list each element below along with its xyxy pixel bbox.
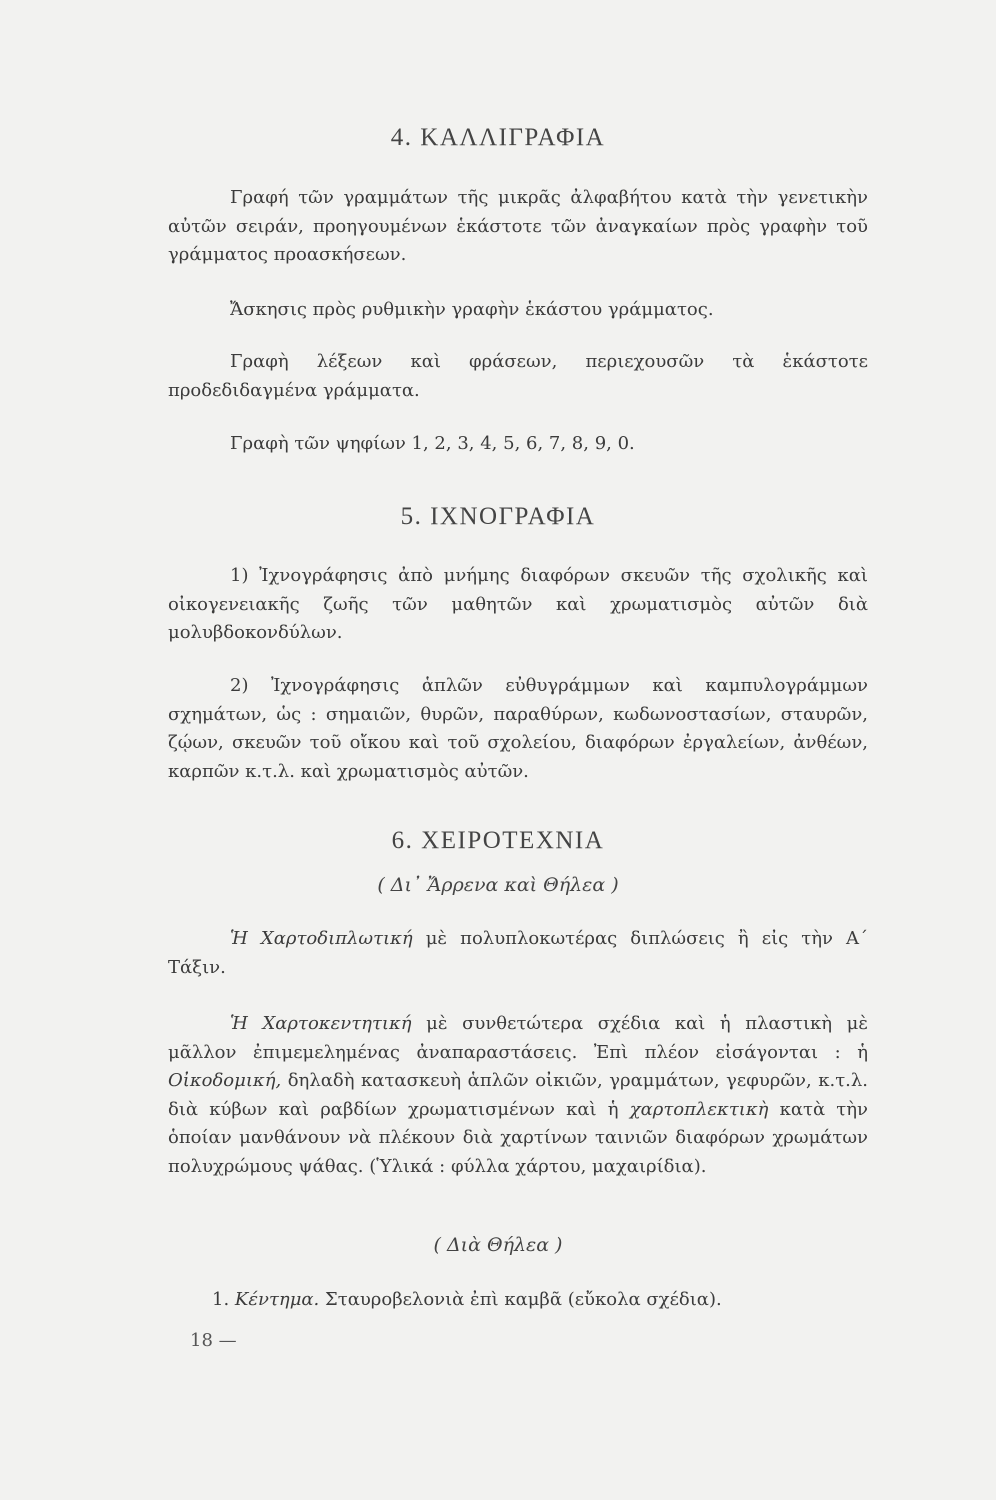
section-5-paragraph-2: 2) Ἰχνογράφησις ἁπλῶν εὐθυγράμμων καὶ καμπυλογράμμων σχημάτων, ὡς : σημαιῶν, θυρῶν, παραθύρων, κωδωνοστασίων, σταυρῶν, ζῴων, σκευῶν τοῦ οἴκου καὶ τοῦ σχολείου, διαφόρων ἐργαλείων, ἀνθέων, καρπῶν κ.τ.λ. καὶ χρωματισμὸς αὐτῶν.: [168, 675, 868, 782]
term-kentima: Κέντημα.: [234, 1289, 320, 1310]
paragraph-1-text: μὲ πολυπλοκωτέρας διπλώσεις ἢ εἰς τὴν Α΄ Τάξιν.: [168, 928, 868, 978]
page-number: 18 —: [190, 1330, 237, 1351]
section-5-heading: 5. ΙΧΝΟΓΡΑΦΙΑ: [400, 503, 596, 530]
section-4-paragraph-4: Γραφὴ τῶν ψηφίων 1, 2, 3, 4, 5, 6, 7, 8, 9, 0.: [230, 433, 635, 454]
term-oikodomiki: Οἰκοδομική,: [168, 1070, 282, 1091]
section-6-subheading-2: ( Διὰ Θήλεα ): [433, 1234, 563, 1256]
item-1-number: 1.: [212, 1289, 235, 1310]
paragraph-2-text-1: μὲ συνθετώτερα σχέδια καὶ ἡ πλαστικὴ μὲ μᾶλλον ἐπιμεμελημένας ἀναπαραστάσεις. Ἐπὶ πλέον εἰσάγονται : ἡ: [168, 1013, 868, 1063]
section-6-heading: 6. ΧΕΙΡΟΤΕΧΝΙΑ: [391, 827, 605, 854]
section-4-paragraph-3: Γραφὴ λέξεων καὶ φράσεων, περιεχουσῶν τὰ ἑκάστοτε προδεδιδαγμένα γράμματα.: [168, 351, 868, 401]
term-chartoplektiki: χαρτοπλεκτικὴ: [629, 1098, 769, 1120]
section-4-paragraph-1: Γραφή τῶν γραμμάτων τῆς μικρᾶς ἀλφαβήτου κατὰ τὴν γενετικὴν αὐτῶν σειράν, προηγουμένων ἑκάστοτε τῶν ἀναγκαίων πρὸς γραφὴν τοῦ γράμματος προασκήσεων.: [168, 187, 868, 265]
term-chartodiplotiki: Ἡ Χαρτοδιπλωτική: [230, 928, 413, 949]
section-6-subheading: ( Δι᾿ Ἄρρενα καὶ Θήλεα ): [377, 874, 619, 896]
item-1-text: Σταυροβελονιὰ ἐπὶ καμβᾶ (εὔκολα σχέδια).: [319, 1289, 722, 1310]
section-4-paragraph-2: Ἄσκησις πρὸς ρυθμικὴν γραφὴν ἑκάστου γράμματος.: [230, 299, 714, 320]
section-6-paragraph-1: [168, 925, 868, 982]
term-chartokentitiki: Ἡ Χαρτοκεντητική: [230, 1013, 412, 1034]
section-6-paragraph-2: [168, 1010, 868, 1181]
paragraph-2-text-3: κατὰ τὴν ὁποίαν μανθάνουν νὰ πλέκουν διὰ χαρτίνων ταινιῶν διαφόρων χρωμάτων πολυχρώμους ψάθας. (Ὑλικά : φύλλα χάρτου, μαχαιρίδια).: [168, 1098, 868, 1177]
section-6-item-1: [212, 1286, 872, 1315]
section-5-paragraph-1: 1) Ἰχνογράφησις ἀπὸ μνήμης διαφόρων σκευῶν τῆς σχολικῆς καὶ οἰκογενειακῆς ζωῆς τῶν μαθητῶν καὶ χρωματισμὸς αὐτῶν διὰ μολυβδοκονδύλων.: [168, 565, 868, 643]
paragraph-2-text-2: δηλαδὴ κατασκευὴ ἁπλῶν οἰκιῶν, γραμμάτων, γεφυρῶν, κ.τ.λ. διὰ κύβων καὶ ραβδίων χρωματισμένων καὶ ἡ: [168, 1070, 868, 1120]
section-4-heading: 4. ΚΑΛΛΙΓΡΑΦΙΑ: [390, 124, 606, 151]
